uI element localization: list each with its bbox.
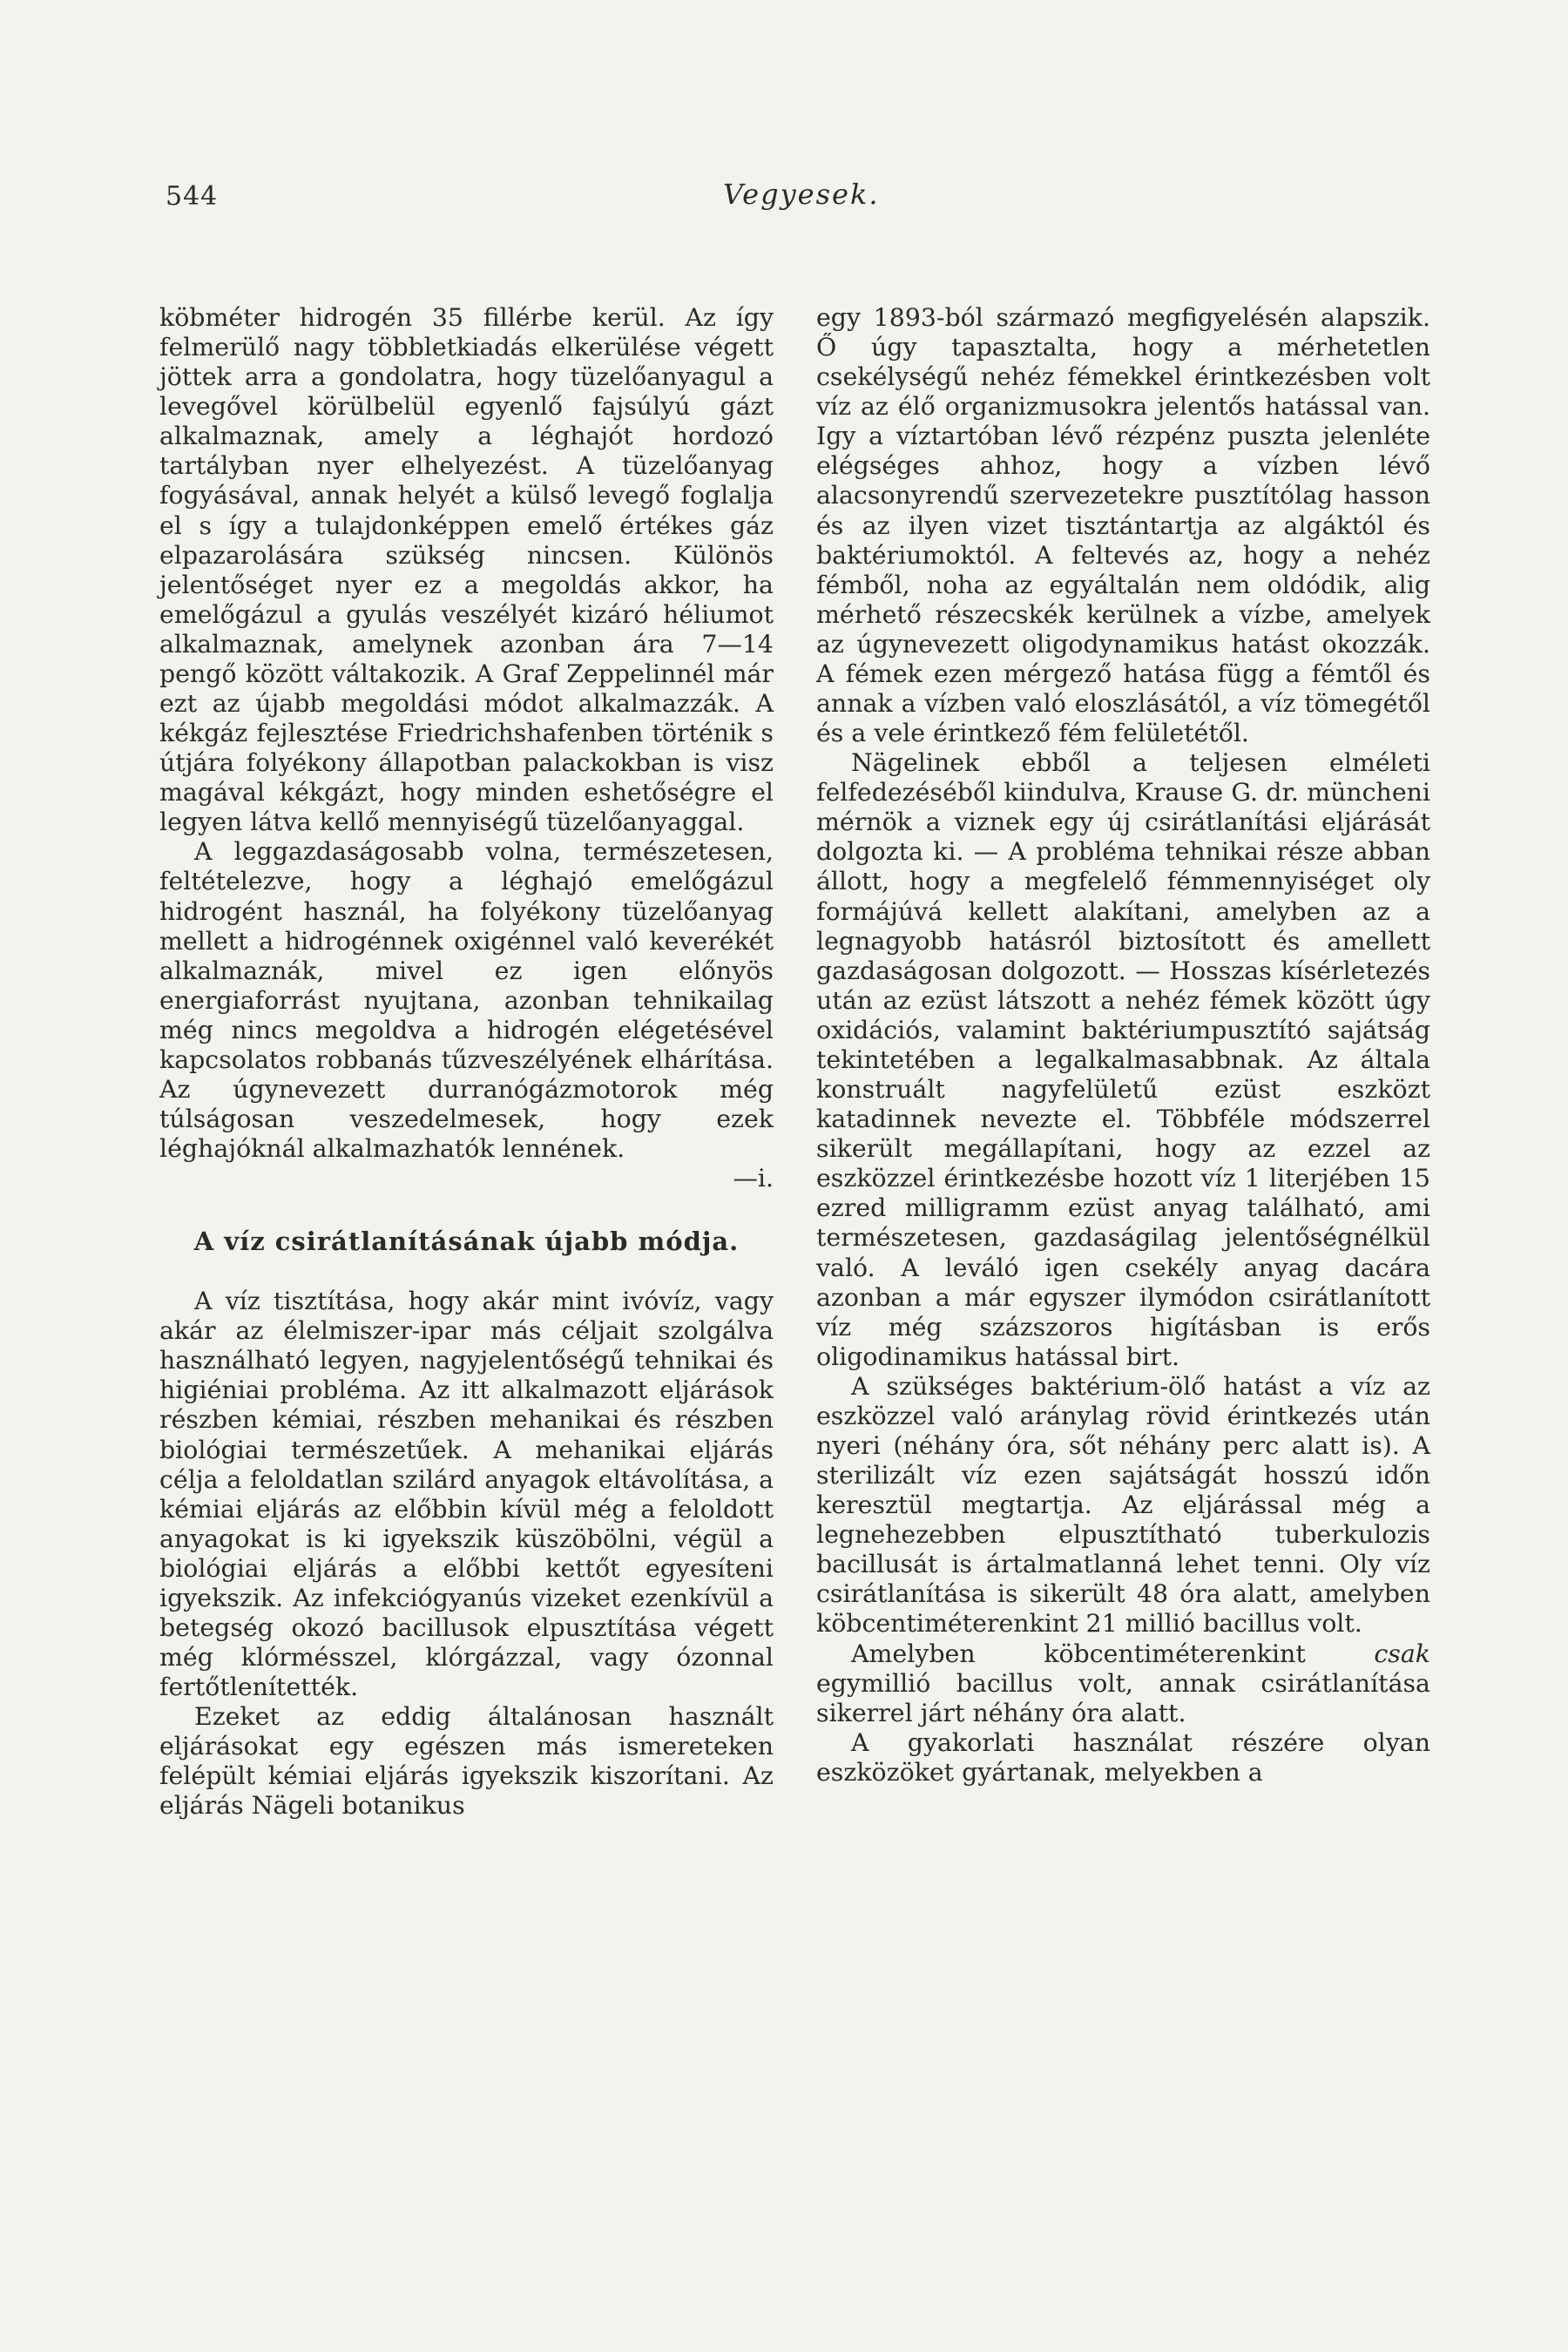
left-column xyxy=(159,303,774,1821)
paragraph: A leggazdaságosabb volna, természetesen, feltételezve, hogy a léghajó emelőgázul hidrogént használ, ha folyékony tüzelőanyag mellett a hidrogénnek oxigénnel való keverékét alkalmaznák, mivel ez igen előnyös energiaforrást nyujtana, azonban tehnikailag még nincs megoldva a hidrogén elégetésével kapcsolatos robbanás tűzveszélyének elhárítása. Az úgynevezett durranógázmotorok még túlságosan veszedelmesek, hogy ezek léghajóknál alkalmazhatók lennének. xyxy=(159,837,774,1164)
text-run: egymillió bacillus volt, annak csirátlanítása sikerrel járt néhány óra alatt. xyxy=(816,1668,1430,1727)
paragraph: köbméter hidrogén 35 fillérbe kerül. Az így felmerülő nagy többletkiadás elkerülése végett jöttek arra a gondolatra, hogy tüzelőanyagul a levegővel körülbelül egyenlő fajsúlyú gázt alkalmaznak, amely a léghajót hordozó tartályban nyer elhelyezést. A tüzelőanyag fogyásával, annak helyét a külső levegő foglalja el s így a tulajdonképpen emelő értékes gáz elpazarolására szükség nincsen. Különös jelentőséget nyer ez a megoldás akkor, ha emelőgázul a gyulás veszélyét kizáró héliumot alkalmaznak, amelynek azonban ára 7—14 pengő között váltakozik. A Graf Zeppelinnél már ezt az újabb megoldási módot alkalmazzák. A kékgáz fejlesztése Friedrichshafenben történik s útjára folyékony állapotban palackokban is visz magával kékgázt, hogy minden eshetőségre el legyen látva kellő mennyiségű tüzelőanyaggal. xyxy=(159,303,774,837)
paragraph: A víz tisztítása, hogy akár mint ivóvíz, vagy akár az élelmiszer-ipar más céljait szolgálva használható legyen, nagyjelentőségű tehnikai és higiéniai probléma. Az itt alkalmazott eljárások részben kémiai, részben mehanikai és részben biológiai természetűek. A mehanikai eljárás célja a feloldatlan szilárd anyagok eltávolítása, a kémiai eljárás az előbbin kívül még a feloldott anyagokat is ki igyekszik küszöbölni, végül a biológiai eljárás a előbbi kettőt egyesíteni igyekszik. Az infekciógyanús vizeket ezenkívül a betegség okozó bacillusok elpusztítása végett még klórmésszel, klórgázzal, vagy ózonnal fertőtlenítették. xyxy=(159,1287,774,1702)
paragraph: Nägelinek ebből a teljesen elméleti felfedezéséből kiindulva, Krause G. dr. müncheni mérnök a viznek egy új csirátlanítási eljárását dolgozta ki. — A probléma tehnikai része abban állott, hogy a megfelelő fémmennyiséget oly formájúvá kellett alakítani, amelyben az a legnagyobb hatásról biztosított és amellett gazdaságosan dolgozott. — Hosszas kísérletezés után az ezüst látszott a nehéz fémek között úgy oxidációs, valamint baktériumpusztító sajátság tekintetében a legalkalmasabbnak. Az általa konstruált nagyfelületű ezüst eszközt katadinnek nevezte el. Többféle módszerrel sikerült megállapítani, hogy az ezzel az eszközzel érintkezésbe hozott víz 1 literjében 15 ezred milligramm ezüst anyag található, ami természetesen, gazdaságilag jelentőségnélkül való. A leváló igen csekély anyag dacára azonban a már egyszer ilymódon csirátlanított víz még százszoros higításban is erős oligodinamikus hatással birt. xyxy=(816,748,1430,1371)
paragraph: A gyakorlati használat részére olyan eszközöket gyártanak, melyekben a xyxy=(816,1727,1430,1787)
paragraph xyxy=(816,1639,1430,1728)
right-column xyxy=(816,303,1430,1788)
paragraph: egy 1893-ból származó megfigyelésén alapszik. Ő úgy tapasztalta, hogy a mérhetetlen csekélységű nehéz fémekkel érintkezésben volt víz az élő organizmusokra jelentős hatással van. Igy a víztartóban lévő rézpénz puszta jelenléte elégséges ahhoz, hogy a vízben lévő alacsonyrendű szervezetekre pusztítólag hasson és az ilyen vizet tisztántartja az algáktól és baktériumoktól. A feltevés az, hogy a nehéz fémből, noha az egyáltalán nem oldódik, alig mérhető részecskék kerülnek a vízbe, amelyek az úgynevezett oligodynamikus hatást okozzák. A fémek ezen mérgező hatása függ a fémtől és annak a vízben való eloszlásától, a víz tömegétől és a vele érintkező fém felületétől. xyxy=(816,303,1430,748)
author-signature: —i. xyxy=(733,1164,774,1193)
paragraph: Ezeket az eddig általánosan használt eljárásokat egy egészen más ismereteken felépült kémiai eljárás igyekszik kiszorítani. Az eljárás Nägeli botanikus xyxy=(159,1702,774,1821)
paragraph: A szükséges baktérium-ölő hatást a víz az eszközzel való aránylag rövid érintkezés után nyeri (néhány óra, sőt néhány perc alatt is). A sterilizált víz ezen sajátságát hosszú időn keresztül megtartja. Az eljárással még a legnehezebben elpusztítható tuberkulozis bacillusát is ártalmatlanná lehet tenni. Oly víz csirátlanítása is sikerült 48 óra alatt, amelyben köbcentiméterenkint 21 millió bacillus volt. xyxy=(816,1371,1430,1639)
running-title: Vegyesek. xyxy=(723,178,880,211)
section-title: A víz csirátlanításának újabb módja. xyxy=(193,1227,740,1257)
text-run: Amelyben köbcentiméterenkint xyxy=(851,1639,1375,1668)
emphasis: csak xyxy=(1374,1639,1430,1668)
page-number: 544 xyxy=(166,181,219,212)
